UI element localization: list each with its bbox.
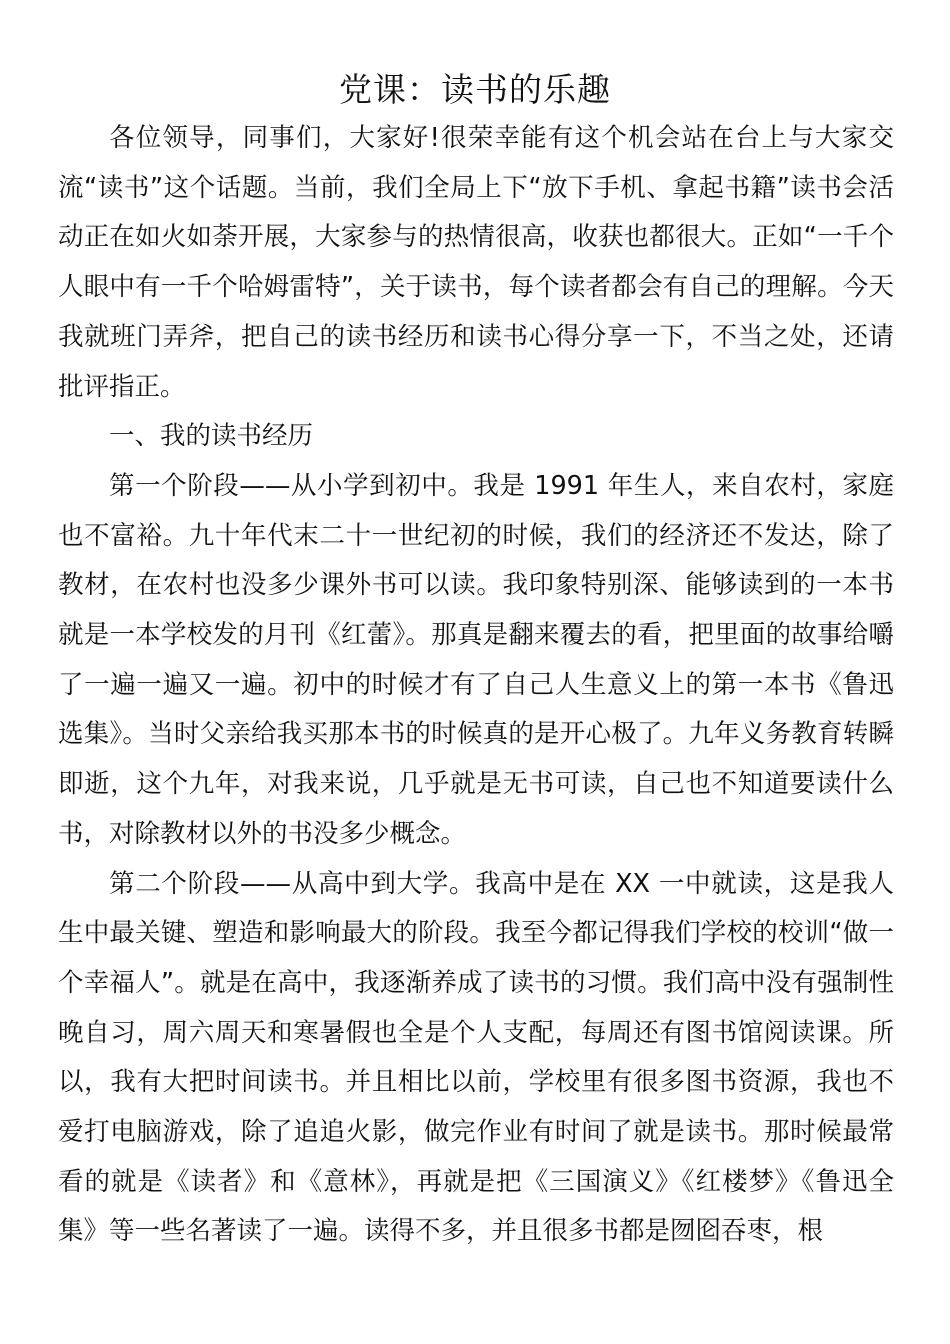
paragraph-stage-two: 第二个阶段——从高中到大学。我高中是在 XX 一中就读，这是我人生中最关键、塑造和影响最大的阶段。我至今都记得我们学校的校训“做一个幸福人”。就是在高中，我逐渐养成了读书的习惯。我们高中没有强制性晚自习，周六周天和寒暑假也全是个人支配，每周还有图书馆阅读课。所以，我有大把时间读书。并且相比以前，学校里有很多图书资源，我也不爱打电脑游戏，除了追追火影，做完作业有时间了就是读书。那时候最常看的就是《读者》和《意林》，再就是把《三国演义》《红楼梦》《鲁迅全集》等一些名著读了一遍。读得不多，并且很多书都是囫囵吞枣，根 [58,868,894,1247]
paragraph-opening: 各位领导，同事们，大家好!很荣幸能有这个机会站在台上与大家交流“读书”这个话题。当前，我们全局上下“放下手机、拿起书籍”读书会活动正在如火如荼开展，大家参与的热情很高，收获也都很大。正如“一千个人眼中有一千个哈姆雷特”，关于读书，每个读者都会有自己的理解。今天我就班门弄斧，把自己的读书经历和读书心得分享一下，不当之处，还请批评指正。 [58,123,894,402]
section-heading-reading-experience: 一、我的读书经历 [109,421,314,452]
document-body [58,114,894,1257]
document-title: 党课：读书的乐趣 [339,70,611,109]
paragraph-stage-one: 第一个阶段——从小学到初中。我是 1991 年生人，来自农村，家庭也不富裕。九十年代末二十一世纪初的时候，我们的经济还不发达，除了教材，在农村也没多少课外书可以读。我印象特别深、能够读到的一本书就是一本学校发的月刊《红蕾》。那真是翻来覆去的看，把里面的故事给嚼了一遍一遍又一遍。初中的时候才有了自己人生意义上的第一本书《鲁迅选集》。当时父亲给我买那本书的时候真的是开心极了。九年义务教育转瞬即逝，这个九年，对我来说，几乎就是无书可读，自己也不知道要读什么书，对除教材以外的书没多少概念。 [58,470,894,849]
